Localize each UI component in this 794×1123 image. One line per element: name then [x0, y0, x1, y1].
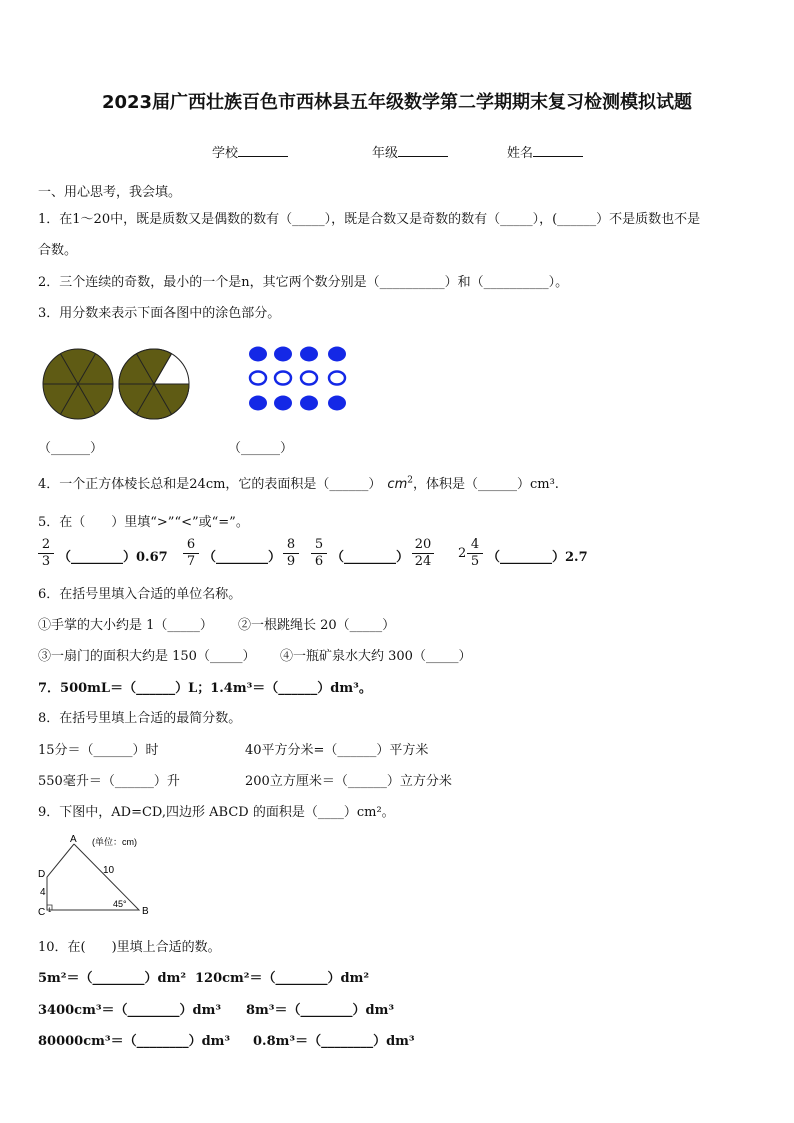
name-field[interactable]: 姓名	[507, 142, 583, 161]
fraction-4-5: $\frac{4}{5}$	[467, 537, 483, 570]
compare-blank-4[interactable]: （________）2.7	[487, 550, 588, 565]
mixed-number-whole: 2	[458, 546, 467, 561]
pie-chart-full	[42, 348, 114, 420]
question-1-line2: 合数。	[38, 243, 78, 258]
question-10: 10．在( )里填上合适的数。	[38, 940, 221, 955]
question-7: 7．500mL＝（______）L；1.4m³＝（______）dm³。	[38, 681, 372, 696]
grade-field[interactable]: 年级	[372, 142, 448, 161]
school-field[interactable]: 学校	[212, 142, 288, 161]
compare-blank-2[interactable]: （________）	[203, 550, 282, 565]
question-8d: 200立方厘米＝（______）立方分米	[245, 774, 452, 789]
question-8b: 40平方分米=（______）平方米	[245, 743, 429, 758]
question-6c: ③一扇门的面积大约是 150（_____）	[38, 649, 256, 664]
question-10a: 5m²＝（________）dm²	[38, 971, 187, 986]
question-6b: ②一根跳绳长 20（_____）	[238, 618, 396, 633]
right-angle-mark: 1	[48, 908, 52, 914]
question-8: 8．在括号里填上合适的最简分数。	[38, 711, 242, 726]
angle-label: 45°	[113, 899, 127, 909]
question-10d: 8m³＝（________）dm³	[246, 1003, 395, 1018]
section-heading: 一、用心思考，我会填。	[38, 185, 182, 200]
vertex-d-label: D	[38, 869, 46, 880]
fraction-6-7: $\frac{6}{7}$	[183, 537, 199, 570]
fraction-20-24: $\frac{20}{24}$	[412, 537, 434, 570]
compare-blank-1[interactable]: （________）0.67	[58, 550, 168, 565]
compare-blank-3[interactable]: （________）	[331, 550, 410, 565]
question-6d: ④一瓶矿泉水大约 300（_____）	[280, 649, 472, 664]
page-title: 2023届广西壮族百色市西林县五年级数学第二学期期末复习检测模拟试题	[101, 92, 693, 113]
trapezoid-figure	[34, 832, 164, 922]
question-8c: 550毫升＝（______）升	[38, 774, 180, 789]
unit-note: (单位：cm)	[92, 837, 137, 847]
answer-blank-dots[interactable]: （______）	[228, 441, 294, 456]
question-10f: 0.8m³＝（________）dm³	[253, 1034, 415, 1049]
question-10b: 120cm²＝（________）dm²	[195, 971, 370, 986]
vertex-b-label: B	[142, 906, 149, 917]
question-5: 5．在（ ）里填“>”“<”或“=”。	[38, 515, 249, 530]
fraction-5-6: $\frac{5}{6}$	[311, 537, 327, 570]
question-8a: 15分＝（______）时	[38, 743, 159, 758]
question-4: 4．一个正方体棱长总和是24cm，它的表面积是（______） $cm^2$，体积是（______）cm³.	[38, 475, 559, 492]
question-6a: ①手掌的大小约是 1（_____）	[38, 618, 213, 633]
pie-chart-partial	[118, 348, 190, 420]
question-9: 9．下图中，AD=CD,四边形 ABCD 的面积是（____）cm²。	[38, 805, 395, 820]
answer-blank-pies[interactable]: （______）	[38, 441, 104, 456]
side-length-10: 10	[103, 865, 115, 876]
dot-grid	[245, 343, 355, 415]
question-10c: 3400cm³＝（________）dm³	[38, 1003, 222, 1018]
vertex-a-label: A	[70, 834, 77, 845]
question-1-line1: 1．在1～20中，既是质数又是偶数的数有（_____），既是合数又是奇数的数有（_____），(______）不是质数也不是	[38, 212, 701, 227]
fraction-8-9: $\frac{8}{9}$	[283, 537, 299, 570]
question-6: 6．在括号里填入合适的单位名称。	[38, 587, 242, 602]
vertex-c-label: C	[38, 907, 46, 918]
side-length-4: 4	[40, 887, 46, 898]
question-10e: 80000cm³＝（________）dm³	[38, 1034, 231, 1049]
question-2: 2．三个连续的奇数，最小的一个是n，其它两个数分别是（__________）和（__________）。	[38, 275, 569, 290]
fraction-2-3: $\frac{2}{3}$	[38, 537, 54, 570]
question-3: 3．用分数来表示下面各图中的涂色部分。	[38, 306, 281, 321]
